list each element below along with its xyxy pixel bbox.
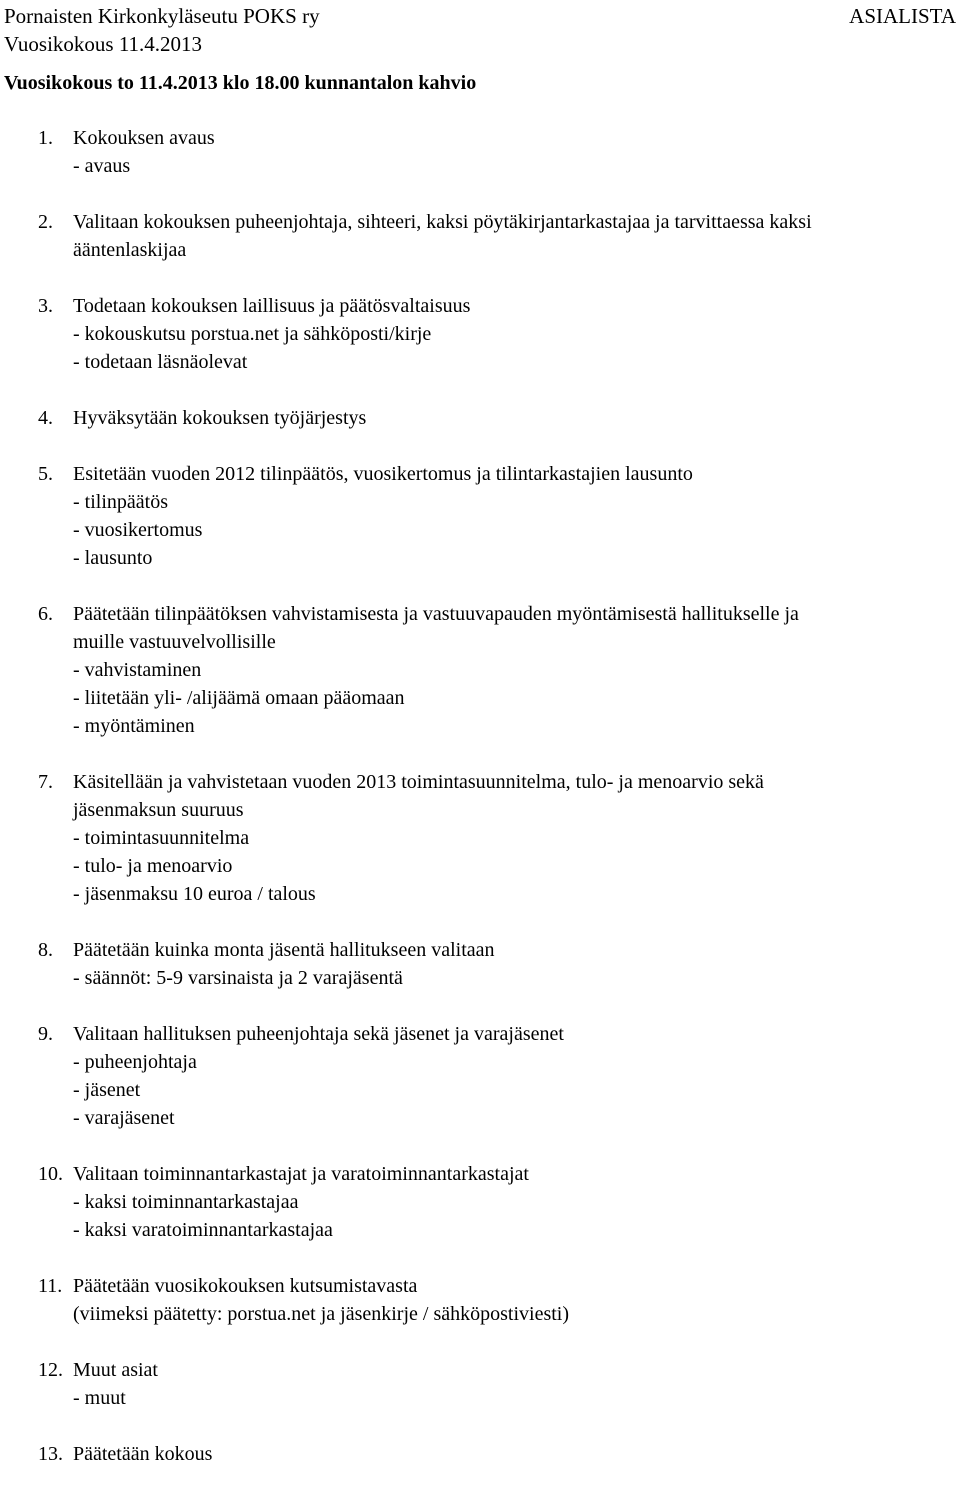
meeting-name: Vuosikokous 11.4.2013: [4, 32, 203, 56]
agenda-item-number: 8.: [38, 939, 53, 961]
agenda-item: [0, 208, 953, 264]
agenda-item-detail: - vahvistaminen: [73, 659, 202, 681]
agenda-item-title: Päätetään vuosikokouksen kutsumistavasta: [73, 1275, 418, 1297]
agenda-item-title: Päätetään tilinpäätöksen vahvistamisesta ja vastuuvapauden myöntämisestä hallitukselle ja: [73, 603, 799, 625]
organization-name: Pornaisten Kirkonkyläseutu POKS ry: [4, 4, 320, 28]
agenda-item-title: Valitaan toiminnantarkastajat ja varatoiminnantarkastajat: [73, 1163, 529, 1185]
agenda-item: [0, 1356, 953, 1412]
agenda-item: [0, 292, 953, 376]
agenda-item-number: 12.: [38, 1359, 63, 1381]
agenda-item-detail: - toimintasuunnitelma: [73, 827, 250, 849]
agenda-item: [0, 1272, 953, 1328]
agenda-item: [0, 768, 953, 908]
agenda-item-title: Esitetään vuoden 2012 tilinpäätös, vuosikertomus ja tilintarkastajien lausunto: [73, 463, 693, 485]
agenda-item: [0, 404, 953, 432]
agenda-item-detail: - muut: [73, 1387, 126, 1409]
agenda-item-detail: - kaksi toiminnantarkastajaa: [73, 1191, 299, 1213]
agenda-item-number: 5.: [38, 463, 53, 485]
agenda-item: [0, 936, 953, 992]
agenda-item-number: 10.: [38, 1163, 63, 1185]
agenda-item-detail: - avaus: [73, 155, 131, 177]
agenda-item-detail: - lausunto: [73, 547, 153, 569]
agenda-item-detail: ääntenlaskijaa: [73, 239, 187, 261]
agenda-item-detail: - todetaan läsnäolevat: [73, 351, 248, 373]
agenda-item-detail: - kokouskutsu porstua.net ja sähköposti/kirje: [73, 323, 432, 345]
agenda-item-detail: - myöntäminen: [73, 715, 195, 737]
agenda-item-detail: - liitetään yli- /alijäämä omaan pääomaan: [73, 687, 405, 709]
agenda-item-title: Todetaan kokouksen laillisuus ja päätösvaltaisuus: [73, 295, 471, 317]
document-header-left: [4, 2, 320, 58]
agenda-item: [0, 460, 953, 572]
document-type: ASIALISTA: [849, 4, 956, 28]
agenda-item-title: Päätetään kuinka monta jäsentä hallitukseen valitaan: [73, 939, 495, 961]
agenda-item-detail: - kaksi varatoiminnantarkastajaa: [73, 1219, 333, 1241]
agenda-item-number: 7.: [38, 771, 53, 793]
agenda-item-detail: - puheenjohtaja: [73, 1051, 197, 1073]
agenda-item-detail: - vuosikertomus: [73, 519, 203, 541]
agenda-item-title: Valitaan kokouksen puheenjohtaja, sihteeri, kaksi pöytäkirjantarkastajaa ja tarvittaessa kaksi: [73, 211, 812, 233]
agenda-item: [0, 124, 953, 180]
meeting-title: Vuosikokous to 11.4.2013 klo 18.00 kunnantalon kahvio: [4, 72, 477, 94]
agenda-item-number: 1.: [38, 127, 53, 149]
agenda-item-detail: - jäsenmaksu 10 euroa / talous: [73, 883, 316, 905]
agenda-item-title: Muut asiat: [73, 1359, 158, 1381]
agenda-item-title: Hyväksytään kokouksen työjärjestys: [73, 407, 367, 429]
agenda-item-detail: - tilinpäätös: [73, 491, 168, 513]
agenda-item-detail: - tulo- ja menoarvio: [73, 855, 233, 877]
agenda-item-number: 6.: [38, 603, 53, 625]
agenda-item-detail: muille vastuuvelvollisille: [73, 631, 276, 653]
agenda-item-number: 2.: [38, 211, 53, 233]
agenda-item-number: 3.: [38, 295, 53, 317]
agenda-item: [0, 1020, 953, 1132]
agenda-item-number: 13.: [38, 1443, 63, 1465]
agenda-item-number: 9.: [38, 1023, 53, 1045]
agenda-item-detail: - säännöt: 5-9 varsinaista ja 2 varajäsentä: [73, 967, 403, 989]
agenda-item: [0, 600, 953, 740]
agenda-item-number: 4.: [38, 407, 53, 429]
agenda-item-number: 11.: [38, 1275, 63, 1297]
agenda-item-title: Kokouksen avaus: [73, 127, 215, 149]
agenda-list: [0, 124, 960, 1496]
agenda-item-title: Päätetään kokous: [73, 1443, 213, 1465]
agenda-item-detail: jäsenmaksun suuruus: [73, 799, 244, 821]
agenda-item-title: Käsitellään ja vahvistetaan vuoden 2013 toimintasuunnitelma, tulo- ja menoarvio sekä: [73, 771, 764, 793]
agenda-item: [0, 1440, 953, 1468]
agenda-item-detail: (viimeksi päätetty: porstua.net ja jäsenkirje / sähköpostiviesti): [73, 1303, 569, 1325]
agenda-item-detail: - jäsenet: [73, 1079, 141, 1101]
agenda-item-detail: - varajäsenet: [73, 1107, 175, 1129]
agenda-item: [0, 1160, 953, 1244]
agenda-item-title: Valitaan hallituksen puheenjohtaja sekä jäsenet ja varajäsenet: [73, 1023, 564, 1045]
